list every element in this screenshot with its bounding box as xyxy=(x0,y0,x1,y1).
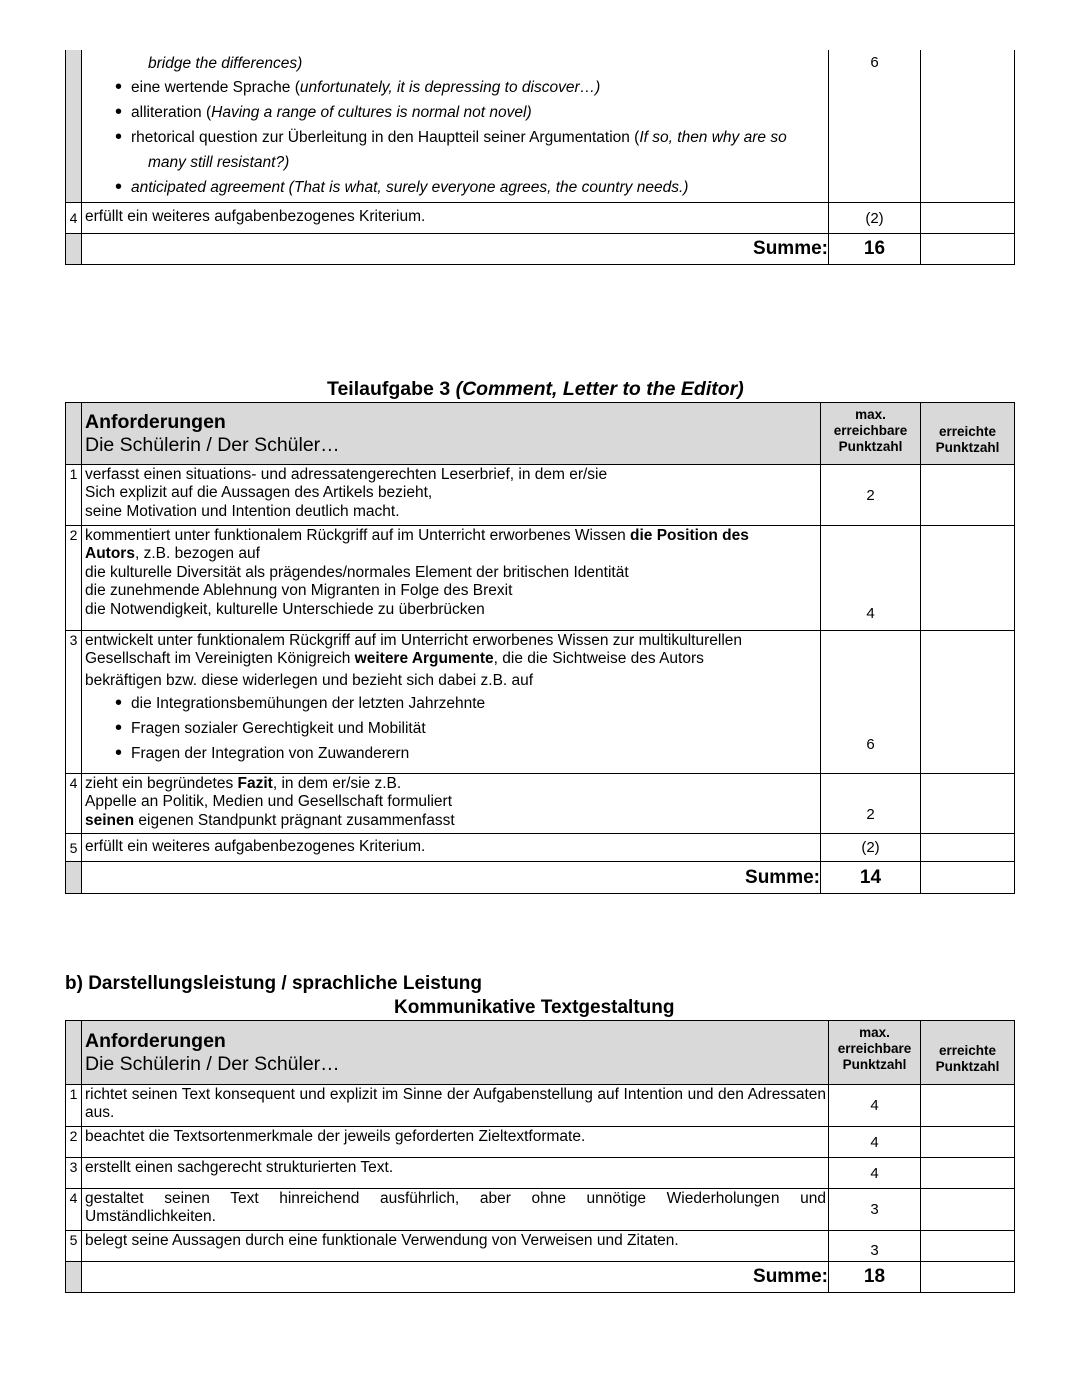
criterion-text: belegt seine Aussagen durch eine funktionale Verwendung von Verweisen und Zitaten. xyxy=(82,1231,829,1262)
table-header xyxy=(66,403,1015,465)
reached-points xyxy=(921,1231,1015,1262)
table-row xyxy=(66,1231,1015,1262)
criterion-text: zieht ein begründetes Fazit, in dem er/sie z.B. Appelle an Politik, Medien und Gesellschaft formuliert seinen eigenen Standpunkt prägnant zusammenfasst xyxy=(82,774,821,834)
max-points: 2 xyxy=(821,465,921,526)
criterion-text: beachtet die Textsortenmerkmale der jeweils geforderten Zieltextformate. xyxy=(82,1127,829,1158)
list-item: • anticipated agreement (That is what, surely everyone agrees, the country needs.) xyxy=(131,175,826,200)
table-row xyxy=(66,526,1015,631)
max-points: (2) xyxy=(829,203,921,234)
row-number xyxy=(66,50,82,203)
bullet-list xyxy=(85,691,818,766)
header-max-points: max. erreichbare Punktzahl xyxy=(821,403,921,465)
max-points: 6 xyxy=(829,50,921,203)
list-item: • Fragen der Integration von Zuwanderern xyxy=(131,741,818,766)
header-max-points: max. erreichbare Punktzahl xyxy=(829,1021,921,1085)
reached-points xyxy=(921,631,1015,774)
max-points: 3 xyxy=(829,1231,921,1262)
criterion-text: erfüllt ein weiteres aufgabenbezogenes Kriterium. xyxy=(82,203,829,234)
reached-points xyxy=(921,234,1015,265)
max-points: 4 xyxy=(829,1085,921,1127)
criterion-text: erfüllt ein weiteres aufgabenbezogenes Kriterium. xyxy=(82,834,821,862)
table-header xyxy=(66,1021,1015,1085)
criterion-text: erstellt einen sachgerecht strukturierten Text. xyxy=(82,1158,829,1189)
row-number: 1 xyxy=(66,1085,82,1127)
row-number xyxy=(66,234,82,265)
reached-points xyxy=(921,1127,1015,1158)
row-number: 5 xyxy=(66,1231,82,1262)
sum-label: Summe: xyxy=(82,1262,829,1293)
header-title: Anforderungen xyxy=(85,410,226,433)
reached-points xyxy=(921,465,1015,526)
reached-points xyxy=(921,1189,1015,1231)
sum-label: Summe: xyxy=(82,234,829,265)
sum-row xyxy=(66,234,1015,265)
header-subtitle: Die Schülerin / Der Schüler… xyxy=(85,1052,340,1075)
table-row xyxy=(66,834,1015,862)
row-number: 2 xyxy=(66,526,82,631)
max-points: 3 xyxy=(829,1189,921,1231)
list-item: • eine wertende Sprache (unfortunately, it is depressing to discover…) xyxy=(131,75,826,100)
row-number: 5 xyxy=(66,834,82,862)
criterion-text xyxy=(82,50,829,203)
row-number xyxy=(66,862,82,894)
max-points: 4 xyxy=(829,1127,921,1158)
section-title: Teilaufgabe 3 (Comment, Letter to the Editor) xyxy=(327,378,744,400)
row-number: 4 xyxy=(66,774,82,834)
criteria-table-continued xyxy=(65,50,1015,265)
criterion-text: richtet seinen Text konsequent und explizit im Sinne der Aufgabenstellung auf Intention und den Adressaten aus. xyxy=(82,1085,829,1127)
section-heading: b) Darstellungsleistung / sprachliche Leistung xyxy=(65,973,483,994)
reached-points xyxy=(921,834,1015,862)
table-row xyxy=(66,50,1015,203)
criterion-text: gestaltet seinen Text hinreichend ausführlich, aber ohne unnötige Wiederholungen und Umständlichkeiten. xyxy=(82,1189,829,1231)
criterion-text: verfasst einen situations- und adressatengerechten Leserbrief, in dem er/sie Sich explizit auf die Aussagen des Artikels bezieht, seine Motivation und Intention deutlich macht. xyxy=(82,465,821,526)
sum-row xyxy=(66,862,1015,894)
criteria-table-textgestaltung xyxy=(65,1020,1015,1293)
row-number xyxy=(66,403,82,465)
bullet-list xyxy=(85,75,826,200)
table-row xyxy=(66,1189,1015,1231)
max-points: (2) xyxy=(821,834,921,862)
sum-row xyxy=(66,1262,1015,1293)
criterion-line: bridge the differences) xyxy=(148,55,303,72)
row-number xyxy=(66,1262,82,1293)
table-row xyxy=(66,1085,1015,1127)
max-points: 6 xyxy=(821,631,921,774)
sum-value: 14 xyxy=(821,862,921,894)
row-number: 3 xyxy=(66,1158,82,1189)
header-subtitle: Die Schülerin / Der Schüler… xyxy=(85,433,340,456)
row-number: 4 xyxy=(66,1189,82,1231)
reached-points xyxy=(921,50,1015,203)
row-number xyxy=(66,1021,82,1085)
reached-points xyxy=(921,1085,1015,1127)
row-number: 2 xyxy=(66,1127,82,1158)
reached-points xyxy=(921,526,1015,631)
header-reached-points: erreichte Punktzahl xyxy=(921,403,1015,465)
reached-points xyxy=(921,1158,1015,1189)
criterion-text: entwickelt unter funktionalem Rückgriff auf im Unterricht erworbenes Wissen zur multikulturellen Gesellschaft im Vereinigten Königreich weitere Argumente, die die Sichtweise des Autors bekräftigen bzw. diese widerlegen und bezieht sich dabei z.B. auf • die Integrationsbemühungen der letzten Jahrzehnte • Fragen sozialer Gerechtigkeit und Mobilität • Fragen der Integration von Zuwanderern xyxy=(82,631,821,774)
header-requirements xyxy=(82,403,821,465)
section-subheading: Kommunikative Textgestaltung xyxy=(394,997,675,1018)
max-points: 4 xyxy=(821,526,921,631)
reached-points xyxy=(921,774,1015,834)
row-number: 3 xyxy=(66,631,82,774)
list-item: • die Integrationsbemühungen der letzten Jahrzehnte xyxy=(131,691,818,716)
header-title: Anforderungen xyxy=(85,1029,226,1052)
table-row xyxy=(66,774,1015,834)
table-row xyxy=(66,203,1015,234)
table-row xyxy=(66,465,1015,526)
row-number: 4 xyxy=(66,203,82,234)
reached-points xyxy=(921,203,1015,234)
row-number: 1 xyxy=(66,465,82,526)
list-item: • Fragen sozialer Gerechtigkeit und Mobilität xyxy=(131,716,818,741)
list-item: • alliteration (Having a range of cultures is normal not novel) xyxy=(131,100,826,125)
sum-value: 18 xyxy=(829,1262,921,1293)
max-points: 4 xyxy=(829,1158,921,1189)
reached-points xyxy=(921,1262,1015,1293)
header-reached-points: erreichte Punktzahl xyxy=(921,1021,1015,1085)
max-points: 2 xyxy=(821,774,921,834)
reached-points xyxy=(921,862,1015,894)
criterion-text: kommentiert unter funktionalem Rückgriff auf im Unterricht erworbenes Wissen die Position des Autors, z.B. bezogen auf die kulturelle Diversität als prägendes/normales Element der britischen Identität die zunehmende Ablehnung von Migranten in Folge des Brexit die Notwendigkeit, kulturelle Unterschiede zu überbrücken xyxy=(82,526,821,631)
sum-value: 16 xyxy=(829,234,921,265)
table-row xyxy=(66,631,1015,774)
list-item: • rhetorical question zur Überleitung in den Hauptteil seiner Argumentation (If so, then why are so many still resistant?) xyxy=(131,125,826,175)
criteria-table-teilaufgabe-3 xyxy=(65,402,1015,894)
table-row xyxy=(66,1127,1015,1158)
header-requirements xyxy=(82,1021,829,1085)
sum-label: Summe: xyxy=(82,862,821,894)
table-row xyxy=(66,1158,1015,1189)
